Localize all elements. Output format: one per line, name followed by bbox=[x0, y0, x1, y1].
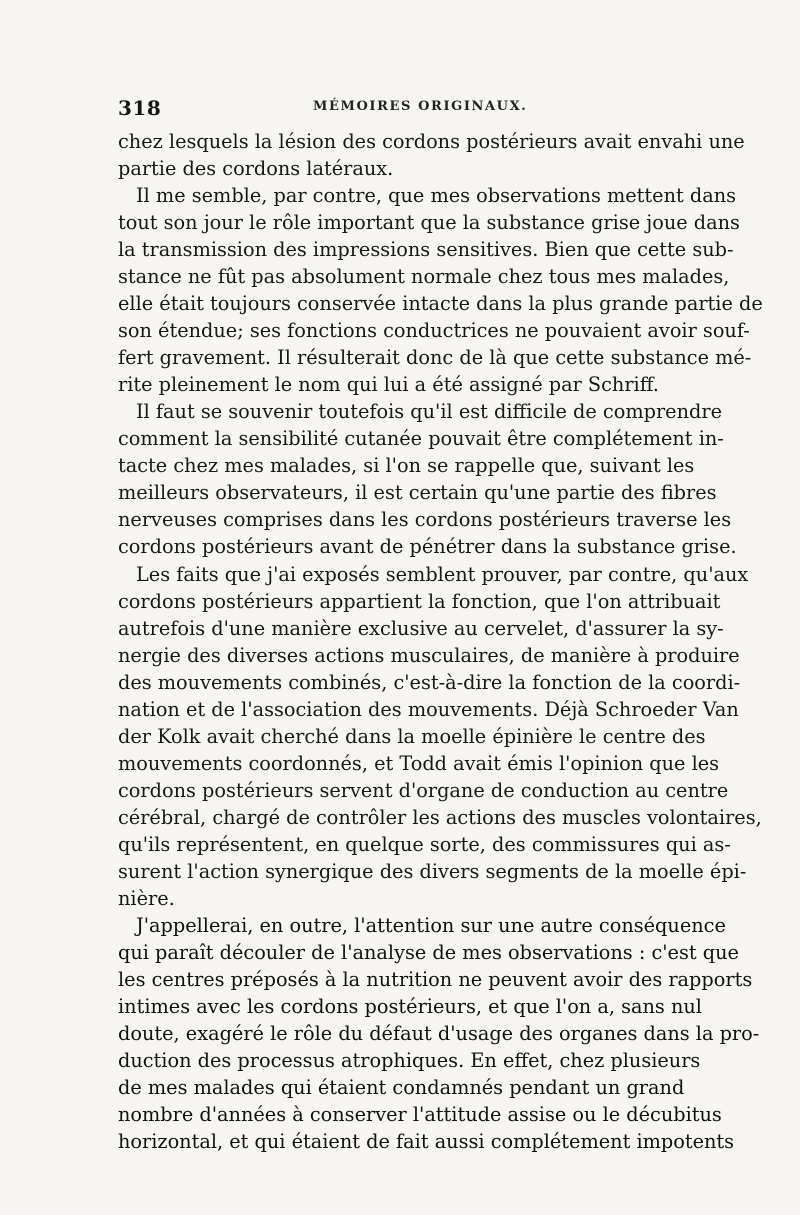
text-line: qu'ils représentent, en quelque sorte, des commissures qui as- bbox=[118, 832, 731, 856]
page-header bbox=[118, 96, 683, 120]
text-line: nière. bbox=[118, 886, 175, 910]
text-line: J'appellerai, en outre, l'attention sur une autre conséquence bbox=[136, 913, 726, 937]
text-line: der Kolk avait cherché dans la moelle épinière le centre des bbox=[118, 724, 706, 748]
text-line: comment la sensibilité cutanée pouvait être complétement in- bbox=[118, 427, 724, 451]
page-number: 318 bbox=[118, 96, 162, 120]
paragraph-3 bbox=[118, 398, 737, 560]
text-line: Il faut se souvenir toutefois qu'il est difficile de comprendre bbox=[136, 400, 722, 424]
text-line: horizontal, et qui étaient de fait aussi complétement impotents bbox=[118, 1130, 735, 1154]
text-line: rite pleinement le nom qui lui a été assigné par Schriff. bbox=[118, 373, 659, 397]
text-line: doute, exagéré le rôle du défaut d'usage des organes dans la pro- bbox=[118, 1022, 760, 1046]
text-line: nation et de l'association des mouvements. Déjà Schroeder Van bbox=[118, 697, 739, 721]
text-line: nergie des diverses actions musculaires, de manière à produire bbox=[118, 643, 740, 667]
text-line: des mouvements combinés, c'est-à-dire la fonction de la coordi- bbox=[118, 670, 741, 694]
text-line: mouvements coordonnés, et Todd avait émis l'opinion que les bbox=[118, 751, 720, 775]
text-line: cordons postérieurs appartient la fonction, que l'on attribuait bbox=[118, 589, 721, 613]
text-line: cérébral, chargé de contrôler les actions des muscles volontaires, bbox=[118, 805, 762, 829]
text-line: nombre d'années à conserver l'attitude assise ou le décubitus bbox=[118, 1103, 722, 1127]
text-line: les centres préposés à la nutrition ne peuvent avoir des rapports bbox=[118, 967, 753, 991]
text-line: cordons postérieurs avant de pénétrer dans la substance grise. bbox=[118, 535, 737, 559]
text-line: la transmission des impressions sensitives. Bien que cette sub- bbox=[118, 238, 734, 262]
text-line: stance ne fût pas absolument normale chez tous mes malades, bbox=[118, 265, 730, 289]
text-line: duction des processus atrophiques. En effet, chez plusieurs bbox=[118, 1049, 701, 1073]
paragraph-5 bbox=[118, 912, 760, 1155]
text-line: fert gravement. Il résulterait donc de là que cette substance mé- bbox=[118, 346, 752, 370]
text-line: intimes avec les cordons postérieurs, et que l'on a, sans nul bbox=[118, 995, 702, 1018]
text-line: partie des cordons latéraux. bbox=[118, 157, 394, 181]
text-line: chez lesquels la lésion des cordons postérieurs avait envahi une bbox=[118, 130, 745, 153]
text-line: son étendue; ses fonctions conductrices ne pouvaient avoir souf- bbox=[118, 319, 750, 343]
text-line: tout son jour le rôle important que la substance grise joue dans bbox=[118, 211, 740, 235]
text-line: de mes malades qui étaient condamnés pendant un grand bbox=[118, 1076, 685, 1100]
paragraph-4 bbox=[118, 561, 762, 912]
text-line: tacte chez mes malades, si l'on se rappelle que, suivant les bbox=[118, 454, 695, 478]
text-line: meilleurs observateurs, il est certain qu'une partie des fibres bbox=[118, 481, 717, 505]
text-line: nerveuses comprises dans les cordons postérieurs traverse les bbox=[118, 508, 732, 532]
running-head: MÉMOIRES ORIGINAUX. bbox=[313, 99, 528, 114]
paragraph-1 bbox=[118, 128, 745, 182]
text-line: qui paraît découler de l'analyse de mes observations : c'est que bbox=[118, 940, 739, 964]
text-line: Il me semble, par contre, que mes observations mettent dans bbox=[136, 184, 737, 208]
text-line: Les faits que j'ai exposés semblent prouver, par contre, qu'aux bbox=[136, 562, 749, 586]
text-line: elle était toujours conservée intacte dans la plus grande partie de bbox=[118, 292, 763, 316]
text-line: autrefois d'une manière exclusive au cervelet, d'assurer la sy- bbox=[118, 616, 724, 640]
text-line: surent l'action synergique des divers segments de la moelle épi- bbox=[118, 859, 747, 883]
body-text bbox=[118, 128, 763, 1155]
paragraph-2 bbox=[118, 182, 763, 398]
text-line: cordons postérieurs servent d'organe de conduction au centre bbox=[118, 778, 729, 802]
